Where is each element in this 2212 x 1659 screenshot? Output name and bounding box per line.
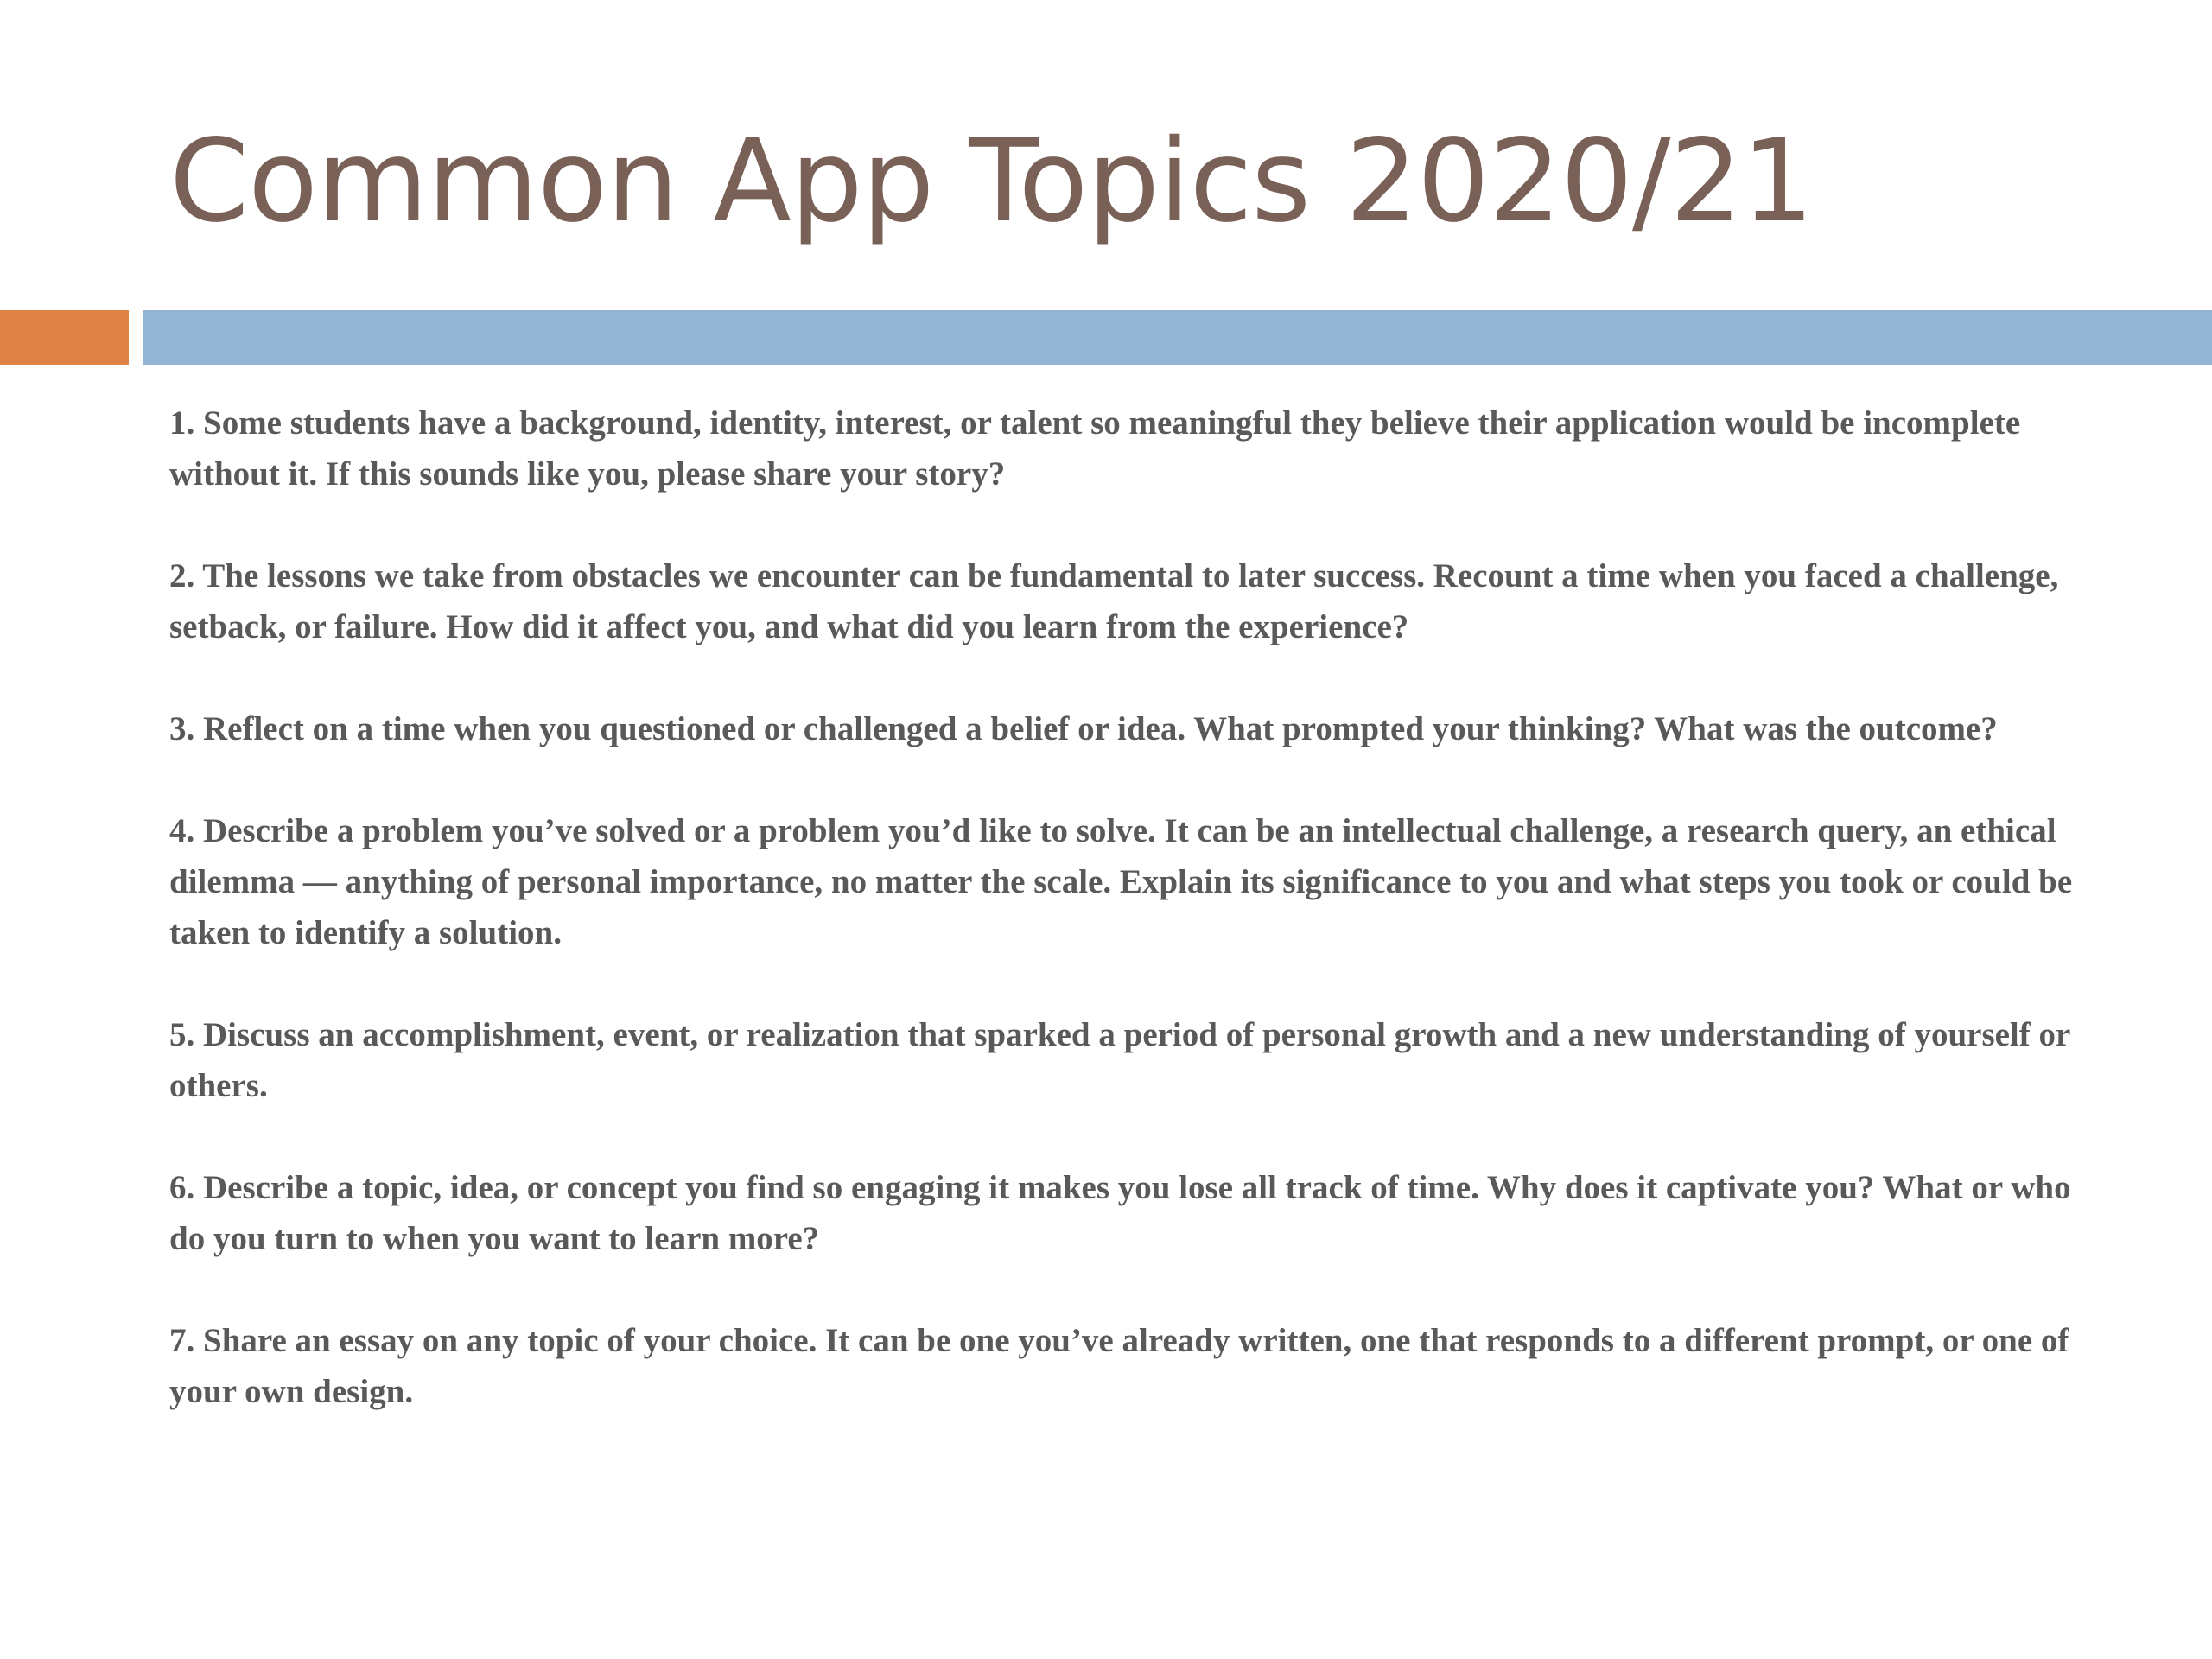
slide-title: Common App Topics 2020/21	[169, 115, 1814, 248]
topic-item-5: 5. Discuss an accomplishment, event, or realization that sparked a period of personal growth and a new understanding of yourself or others.	[169, 1016, 2070, 1104]
accent-bar-blue	[143, 310, 2212, 365]
accent-bar-orange	[0, 310, 129, 365]
topic-item-2: 2. The lessons we take from obstacles we encounter can be fundamental to later success. Recount a time when you faced a challenge, setback, or failure. How did it affect you, and what did you learn from the experience?	[169, 557, 2059, 645]
topic-item-7: 7. Share an essay on any topic of your choice. It can be one you’ve already written, one that responds to a different prompt, or one of your own design.	[169, 1322, 2069, 1410]
topic-item-1: 1. Some students have a background, identity, interest, or talent so meaningful they believe their application would be incomplete without it. If this sounds like you, please share your story?	[169, 404, 2021, 493]
topic-list	[169, 397, 2105, 1468]
topic-item-3: 3. Reflect on a time when you questioned or challenged a belief or idea. What prompted your thinking? What was the outcome?	[169, 710, 1998, 747]
topic-item-4: 4. Describe a problem you’ve solved or a problem you’d like to solve. It can be an intellectual challenge, a research query, an ethical dilemma — anything of personal importance, no matter the scale. Explain its significance to you and what steps you took or could be taken to identify a solution.	[169, 812, 2073, 951]
topic-item-6: 6. Describe a topic, idea, or concept you find so engaging it makes you lose all track of time. Why does it captivate you? What or who do you turn to when you want to learn more?	[169, 1169, 2071, 1257]
